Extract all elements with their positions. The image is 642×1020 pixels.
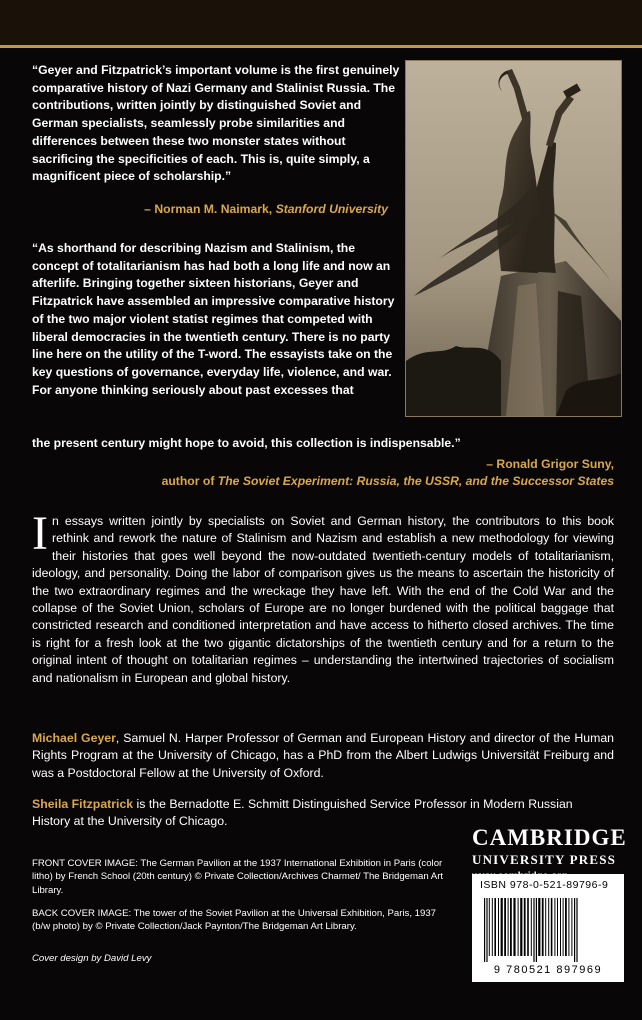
review-quote-naimark: “Geyer and Fitzpatrick’s important volume is the first genuinely comparative history of Nazi Germany and Stalinist Russia. The contributions, written jointly by distinguished Soviet and German specialists, seamlessly probe similarities and differences between these two monster states without sacrificing the specificities of each. This is, quite simply, a magnificent piece of scholarship.” xyxy=(32,63,400,184)
barcode-bar xyxy=(548,898,549,956)
barcode-bar xyxy=(574,898,575,962)
attribution-book-title: The Soviet Experiment: Russia, the USSR, and the Successor States xyxy=(217,474,614,488)
barcode-bar xyxy=(498,898,499,956)
editor-name: Michael Geyer xyxy=(32,731,116,745)
barcode-bar xyxy=(524,898,526,956)
barcode-bar xyxy=(557,898,558,956)
barcode-bar xyxy=(554,898,555,956)
barcode-bar xyxy=(513,898,515,956)
back-cover-credit: BACK COVER IMAGE: The tower of the Soviet Pavilion at the Universal Exhibition, Paris, 1937 (b/w photo) by © Private Collection/Jack Paynton/The Bridgeman Art Library. xyxy=(32,908,437,933)
review-quote-suny-end: the present century might hope to avoid, this collection is indispensable.” xyxy=(32,436,461,450)
isbn-label: ISBN 978-0-521-89796-9 xyxy=(480,879,609,891)
barcode-bar xyxy=(494,898,496,956)
cover-design-credit: Cover design by David Levy xyxy=(32,953,152,964)
barcode-bar xyxy=(486,898,487,962)
barcode-bar xyxy=(571,898,572,956)
barcode-bar xyxy=(518,898,519,956)
top-band xyxy=(0,0,642,48)
editor-bio-text: , Samuel N. Harper Professor of German and European History and director of the Human Rights Program at the University of Chicago, has a PhD from the Albert Ludwigs Universität Freiburg and was a Postdoctoral Fellow at the University of Oxford. xyxy=(32,731,614,780)
cover-photo-soviet-pavilion xyxy=(405,60,622,417)
barcode-bars xyxy=(482,898,614,962)
editor-bio-geyer xyxy=(32,730,614,782)
publisher-name: CAMBRIDGE xyxy=(472,825,627,850)
barcode-bar xyxy=(542,898,544,956)
barcode-bar xyxy=(545,898,546,956)
front-cover-credit: FRONT COVER IMAGE: The German Pavilion at the 1937 International Exhibition in Paris (color litho) by French School (20th century) © Private Collection/Archives Charmet/ The Bridgeman Art Library. xyxy=(32,858,444,896)
barcode-bar xyxy=(527,898,529,956)
barcode-bar xyxy=(565,898,567,956)
editor-name: Sheila Fitzpatrick xyxy=(32,797,134,811)
barcode-bar xyxy=(560,898,561,956)
drop-cap: I xyxy=(32,507,48,560)
barcode-bar xyxy=(551,898,553,956)
book-description xyxy=(32,507,614,687)
barcode-bar xyxy=(489,898,490,956)
barcode-bar xyxy=(538,898,540,956)
barcode-bar xyxy=(533,898,534,962)
barcode-bar xyxy=(510,898,512,956)
editor-bio-text: is the Bernadotte E. Schmitt Distinguished Service Professor in Modern Russian History at the University of Chicago. xyxy=(32,797,573,829)
description-text: n essays written jointly by specialists on Soviet and German history, the contributors to this book rethink and rework the nature of Stalinism and Nazism and establish a new methodology for viewing their histories that goes well beyond the now-outdated twentieth-century models of totalitarianism, ideology, and personality. Doing the labor of comparison gives us the means to ascertain the historicity of the two extraordinary regimes and the wreckage they have left. With the end of the Cold War and the collapse of the Soviet Union, scholars of Europe are no longer burdened with the political baggage that constricted research and conditioned interpretation and have access to hitherto closed archives. The time is right for a fresh look at the two gigantic dictatorships of the twentieth century and for a return to the original intent of thought on totalitarian regimes – understanding the intertwined trajectories of socialism and nationalism in European and global history. xyxy=(32,514,614,685)
review-quote-suny: “As shorthand for describing Nazism and Stalinism, the concept of totalitarianism has had both a long life and now an afterlife. Bringing together sixteen historians, Geyer and Fitzpatrick have assembled an impressive comparative history of the two major violent statist regimes that competed with liberal democracies in the twentieth century. There is no party line here on the utility of the T-word. The essayists take on the key questions of governance, everyday life, violence, and war. For anyone thinking seriously about past excesses that xyxy=(32,241,395,397)
barcode-bar xyxy=(531,898,532,956)
publisher-subtitle: UNIVERSITY PRESS xyxy=(472,852,617,867)
barcode-bar xyxy=(484,898,485,962)
barcode-bar xyxy=(568,898,569,956)
attribution-name: – Norman M. Naimark, xyxy=(144,202,276,216)
barcode-bar xyxy=(508,898,509,956)
isbn-barcode xyxy=(472,874,624,982)
attribution-affiliation: Stanford University xyxy=(275,202,388,216)
attribution-book xyxy=(32,473,614,490)
barcode-bar xyxy=(576,898,577,962)
attribution-prefix: author of xyxy=(161,474,218,488)
barcode-bar xyxy=(504,898,506,956)
barcode-bar xyxy=(536,898,537,962)
barcode-bar xyxy=(520,898,522,956)
quote-attribution-naimark xyxy=(32,202,388,216)
barcode-bar xyxy=(563,898,564,956)
barcode-bar xyxy=(492,898,493,956)
statue-photo-illustration xyxy=(406,61,621,416)
attribution-name-suny: – Ronald Grigor Suny, xyxy=(486,457,614,471)
quote-attribution-suny xyxy=(32,456,614,490)
barcode-bar xyxy=(501,898,503,956)
barcode-number: 9 780521 897969 xyxy=(493,964,603,976)
